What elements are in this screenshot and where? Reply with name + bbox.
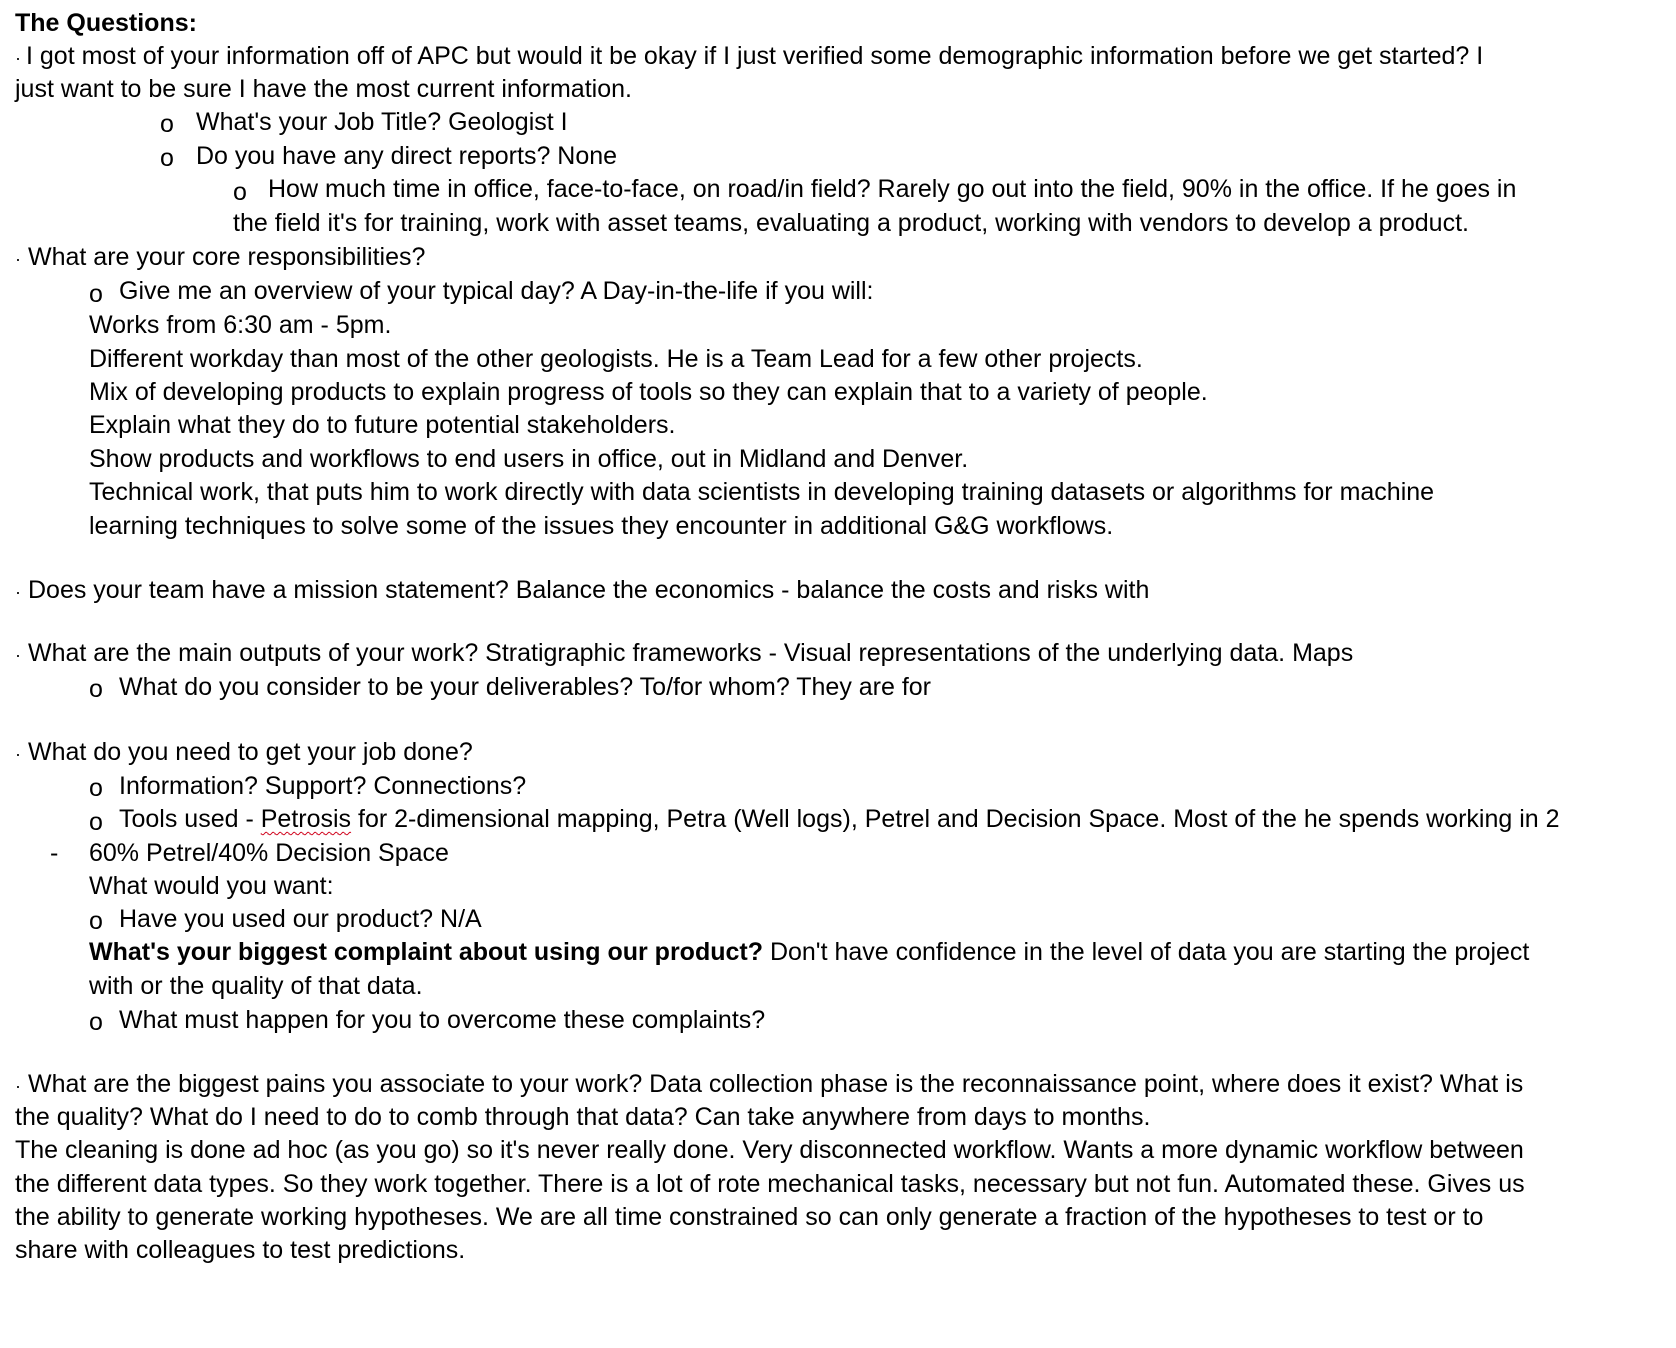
tools-used-item: [119, 801, 1560, 837]
sub-sub-bullet-circle: o: [233, 178, 247, 206]
bullet-dot: ·: [15, 645, 21, 665]
complaint-line2: with or the quality of that data.: [89, 972, 423, 1000]
day-note: Works from 6:30 am - 5pm.: [89, 311, 392, 339]
question-core-responsibilities: What are your core responsibilities?: [28, 243, 426, 271]
day-note: learning techniques to solve some of the issues they encounter in additional G&G workflows.: [89, 512, 1114, 540]
pains-line: the ability to generate working hypotheses. We are all time constrained so can only generate a fraction of the hypotheses to test or to: [15, 1203, 1484, 1231]
job-title-item: What's your Job Title? Geologist I: [196, 108, 568, 136]
question-mission-statement: Does your team have a mission statement? Balance the economics - balance the costs and risks with: [28, 576, 1150, 604]
pains-line: the quality? What do I need to do to comb through that data? Can take anywhere from days to months.: [15, 1103, 1151, 1131]
misspelled-word: Petrosis: [260, 805, 352, 833]
pains-line: share with colleagues to test predictions.: [15, 1236, 466, 1264]
complaint-question: What's your biggest complaint about using our product?: [89, 938, 763, 966]
bullet-dot: ·: [15, 249, 21, 269]
pains-line: The cleaning is done ad hoc (as you go) so it's never really done. Very disconnected workflow. Wants a more dynamic workflow between: [15, 1136, 1524, 1164]
question-main-outputs: What are the main outputs of your work? Stratigraphic frameworks - Visual representations of the underlying data. Maps: [28, 639, 1354, 667]
day-note: Explain what they do to future potential stakeholders.: [89, 411, 676, 439]
bullet-dot: ·: [15, 1076, 21, 1096]
sub-bullet-circle: o: [89, 808, 103, 836]
needs-info-item: Information? Support? Connections?: [119, 772, 527, 800]
day-note: Show products and workflows to end users in office, out in Midland and Denver.: [89, 445, 969, 473]
typical-day-item: Give me an overview of your typical day? A Day-in-the-life if you will:: [119, 277, 874, 305]
wants-item: What would you want:: [89, 872, 334, 900]
time-allocation-line1: How much time in office, face-to-face, on road/in field? Rarely go out into the field, 90% in the office. If he goes in: [268, 175, 1517, 203]
bullet-dot: ·: [15, 582, 21, 602]
tool-split-item: 60% Petrel/40% Decision Space: [89, 839, 449, 867]
day-note: Different workday than most of the other geologists. He is a Team Lead for a few other projects.: [89, 345, 1143, 373]
time-allocation-line2: the field it's for training, work with asset teams, evaluating a product, working with vendors to develop a product.: [233, 209, 1469, 237]
direct-reports-item: Do you have any direct reports? None: [196, 142, 618, 170]
sub-bullet-circle: o: [160, 110, 174, 138]
pains-line: What are the biggest pains you associate to your work? Data collection phase is the reconnaissance point, where does it exist? What is: [28, 1070, 1524, 1098]
overcome-item: What must happen for you to overcome these complaints?: [119, 1006, 766, 1034]
sub-bullet-circle: o: [89, 774, 103, 802]
bullet-dot: ·: [15, 744, 21, 764]
day-note: Technical work, that puts him to work directly with data scientists in developing training datasets or algorithms for machine: [89, 478, 1435, 506]
sub-bullet-circle: o: [89, 675, 103, 703]
pains-line: the different data types. So they work together. There is a lot of rote mechanical tasks, necessary but not fun. Automated these. Gives us: [15, 1170, 1525, 1198]
question-job-needs: What do you need to get your job done?: [28, 738, 473, 766]
tools-rest: for 2-dimensional mapping, Petra (Well logs), Petrel and Decision Space. Most of the he spends working in 2: [351, 805, 1560, 833]
used-product-item: Have you used our product? N/A: [119, 905, 482, 933]
sub-bullet-circle: o: [160, 144, 174, 172]
sub-bullet-circle: o: [89, 1008, 103, 1036]
tools-prefix: Tools used -: [119, 805, 261, 833]
question-demographics-line1: I got most of your information off of APC but would it be okay if I just verified some demographic information before we get started? I: [26, 42, 1484, 70]
question-demographics-line2: just want to be sure I have the most current information.: [15, 75, 632, 103]
complaint-item: [89, 934, 1529, 970]
day-note: Mix of developing products to explain progress of tools so they can explain that to a variety of people.: [89, 378, 1208, 406]
sub-bullet-circle: o: [89, 907, 103, 935]
dash-bullet: -: [50, 839, 59, 867]
section-title: The Questions:: [15, 9, 197, 37]
complaint-answer: Don't have confidence in the level of data you are starting the project: [763, 938, 1530, 966]
bullet-dot: ·: [15, 48, 21, 68]
sub-bullet-circle: o: [89, 280, 103, 308]
deliverables-item: What do you consider to be your deliverables? To/for whom? They are for: [119, 673, 932, 701]
